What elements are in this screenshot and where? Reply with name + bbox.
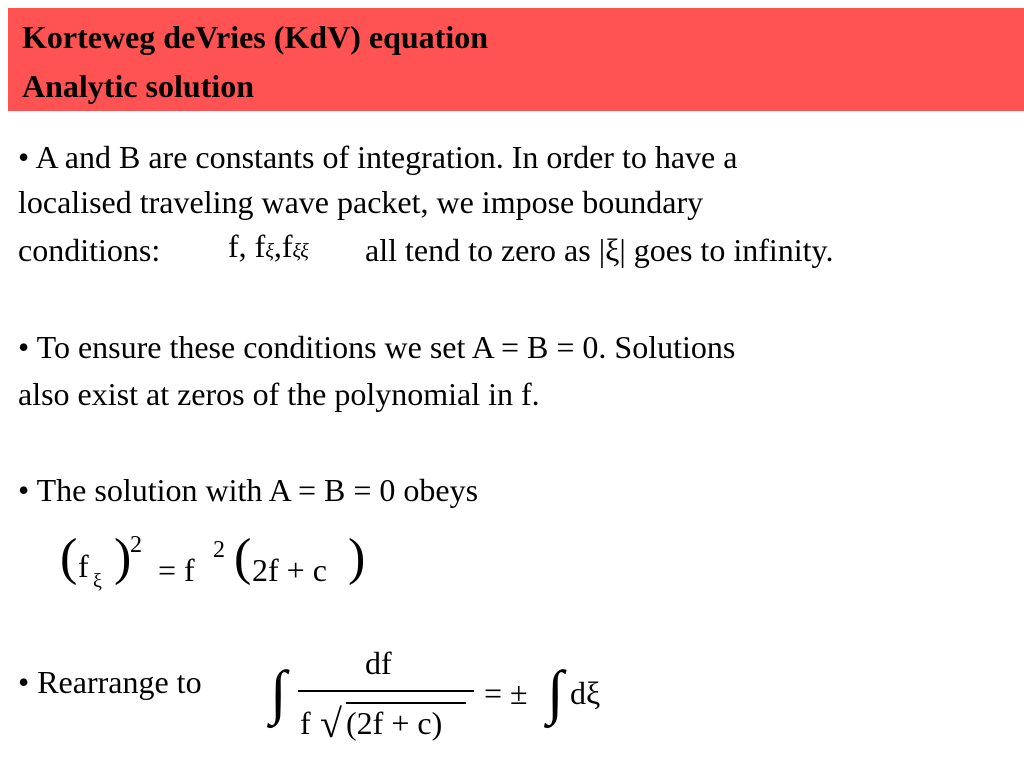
eq1-left-paren-2: ( (234, 529, 252, 586)
eq1-left-paren: ( (60, 529, 78, 586)
bullet-3: • The solution with A = B = 0 obeys (18, 472, 479, 508)
eq1-right-paren-2: ) (348, 529, 366, 586)
cond-sub-xi: ξ (265, 240, 274, 262)
cond-f-xixi: f (281, 228, 293, 264)
eq1-sup-2b: 2 (213, 537, 225, 563)
eq2-dxi: dξ (570, 675, 601, 711)
slide-title: Korteweg deVries (KdV) equation (22, 19, 488, 55)
cond-comma-1: , (238, 228, 247, 264)
eq2-den-f: f (300, 705, 311, 741)
eq1-equals-f: = f (158, 552, 195, 588)
bullet-1-line-2: localised traveling wave packet, we impose boundary (18, 184, 704, 220)
eq2-sqrt-bar (346, 702, 466, 704)
eq2-integral-right: ∫ (547, 659, 564, 725)
bullet-1-line-1: • A and B are constants of integration. In order to have a (18, 139, 738, 175)
cond-f-xi: f (254, 228, 266, 264)
eq1-f: f (78, 548, 89, 584)
bullet-4: • Rearrange to (18, 664, 202, 700)
boundary-condition-math (228, 228, 309, 265)
eq1-body: 2f + c (252, 552, 327, 588)
cond-f: f (228, 228, 239, 264)
eq2-numerator: df (365, 645, 392, 681)
eq2-integral-left: ∫ (270, 659, 287, 725)
eq1-sup-2: 2 (130, 532, 142, 558)
cond-sub-xixi: ξξ (292, 240, 309, 262)
eq2-rhs: = ± (484, 675, 528, 711)
bullet-2-line-1: • To ensure these conditions we set A = B = 0. Solutions (18, 329, 736, 365)
eq1-sub-xi: ξ (93, 570, 102, 592)
slide-subtitle: Analytic solution (22, 68, 255, 104)
bullet-1-line-3-prefix: conditions: (18, 232, 161, 268)
cond-comma-2: , (273, 228, 282, 264)
eq2-fraction-bar (298, 690, 474, 692)
eq1-right-paren: ) (114, 529, 132, 586)
eq2-den-body: (2f + c) (346, 705, 443, 741)
eq2-sqrt: √ (320, 701, 342, 746)
bullet-2-line-2: also exist at zeros of the polynomial in f. (18, 376, 540, 412)
bullet-1-line-3-suffix: all tend to zero as |ξ| goes to infinity. (365, 232, 834, 268)
